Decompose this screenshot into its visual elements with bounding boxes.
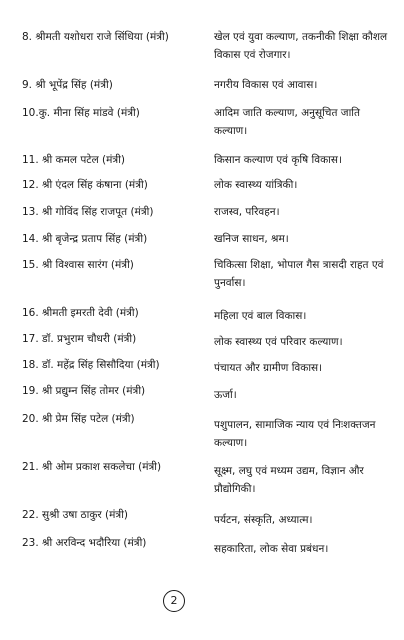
portfolio-text: महिला एवं बाल विकास। [214,310,307,322]
minister-name: 13. श्री गोविंद सिंह राजपूत (मंत्री) [22,206,154,218]
portfolio-text: चिकित्सा शिक्षा, भोपाल गैस त्रासदी राहत एवं पुनर्वास। [214,259,384,289]
portfolio-text: आदिम जाति कल्याण, अनुसूचित जाति कल्याण। [214,107,361,137]
portfolio-text: खनिज साधन, श्रम। [214,233,289,245]
minister-name: 15. श्री विश्वास सारंग (मंत्री) [22,259,134,271]
minister-name: 14. श्री बृजेन्द्र प्रताप सिंह (मंत्री) [22,233,148,245]
portfolio-text: पर्यटन, संस्कृति, अध्यात्म। [214,514,313,526]
minister-name: 16. श्रीमती इमरती देवी (मंत्री) [22,307,139,319]
minister-name: 21. श्री ओम प्रकाश सकलेचा (मंत्री) [22,461,162,473]
minister-name: 23. श्री अरविन्द भदौरिया (मंत्री) [22,537,147,549]
minister-name: 8. श्रीमती यशोधरा राजे सिंधिया (मंत्री) [22,31,169,43]
minister-name: 22. सुश्री उषा ठाकुर (मंत्री) [22,509,129,521]
portfolio-text: किसान कल्याण एवं कृषि विकास। [214,154,342,166]
portfolio-text: लोक स्वास्थ्य यांत्रिकी। [214,179,298,191]
minister-name: 9. श्री भूपेंद्र सिंह (मंत्री) [22,79,113,91]
minister-name: 12. श्री एंदल सिंह कंषाना (मंत्री) [22,179,148,191]
minister-name: 18. डॉ. महेंद्र सिंह सिसौदिया (मंत्री) [22,359,160,371]
minister-name: 20. श्री प्रेम सिंह पटेल (मंत्री) [22,413,135,425]
page-number: 2 [163,590,185,612]
minister-name: 10.कु. मीना सिंह मांडवे (मंत्री) [22,107,140,119]
portfolio-text: राजस्व, परिवहन। [214,206,280,218]
portfolio-text: सूक्ष्म, लघु एवं मध्यम उद्यम, विज्ञान और प्रौद्योगिकी। [214,465,364,495]
minister-name: 19. श्री प्रद्युम्न सिंह तोमर (मंत्री) [22,385,146,397]
portfolio-text: पशुपालन, सामाजिक न्याय एवं निःशक्तजन कल्याण। [214,419,376,449]
portfolio-text: सहकारिता, लोक सेवा प्रबंधन। [214,543,329,555]
portfolio-text: नगरीय विकास एवं आवास। [214,79,318,91]
portfolio-text: खेल एवं युवा कल्याण, तकनीकी शिक्षा कौशल विकास एवं रोजगार। [214,31,388,61]
minister-name: 11. श्री कमल पटेल (मंत्री) [22,154,126,166]
portfolio-text: ऊर्जा। [214,389,237,401]
portfolio-text: पंचायत और ग्रामीण विकास। [214,362,323,374]
portfolio-text: लोक स्वास्थ्य एवं परिवार कल्याण। [214,336,343,348]
minister-name: 17. डॉ. प्रभुराम चौधरी (मंत्री) [22,333,137,345]
